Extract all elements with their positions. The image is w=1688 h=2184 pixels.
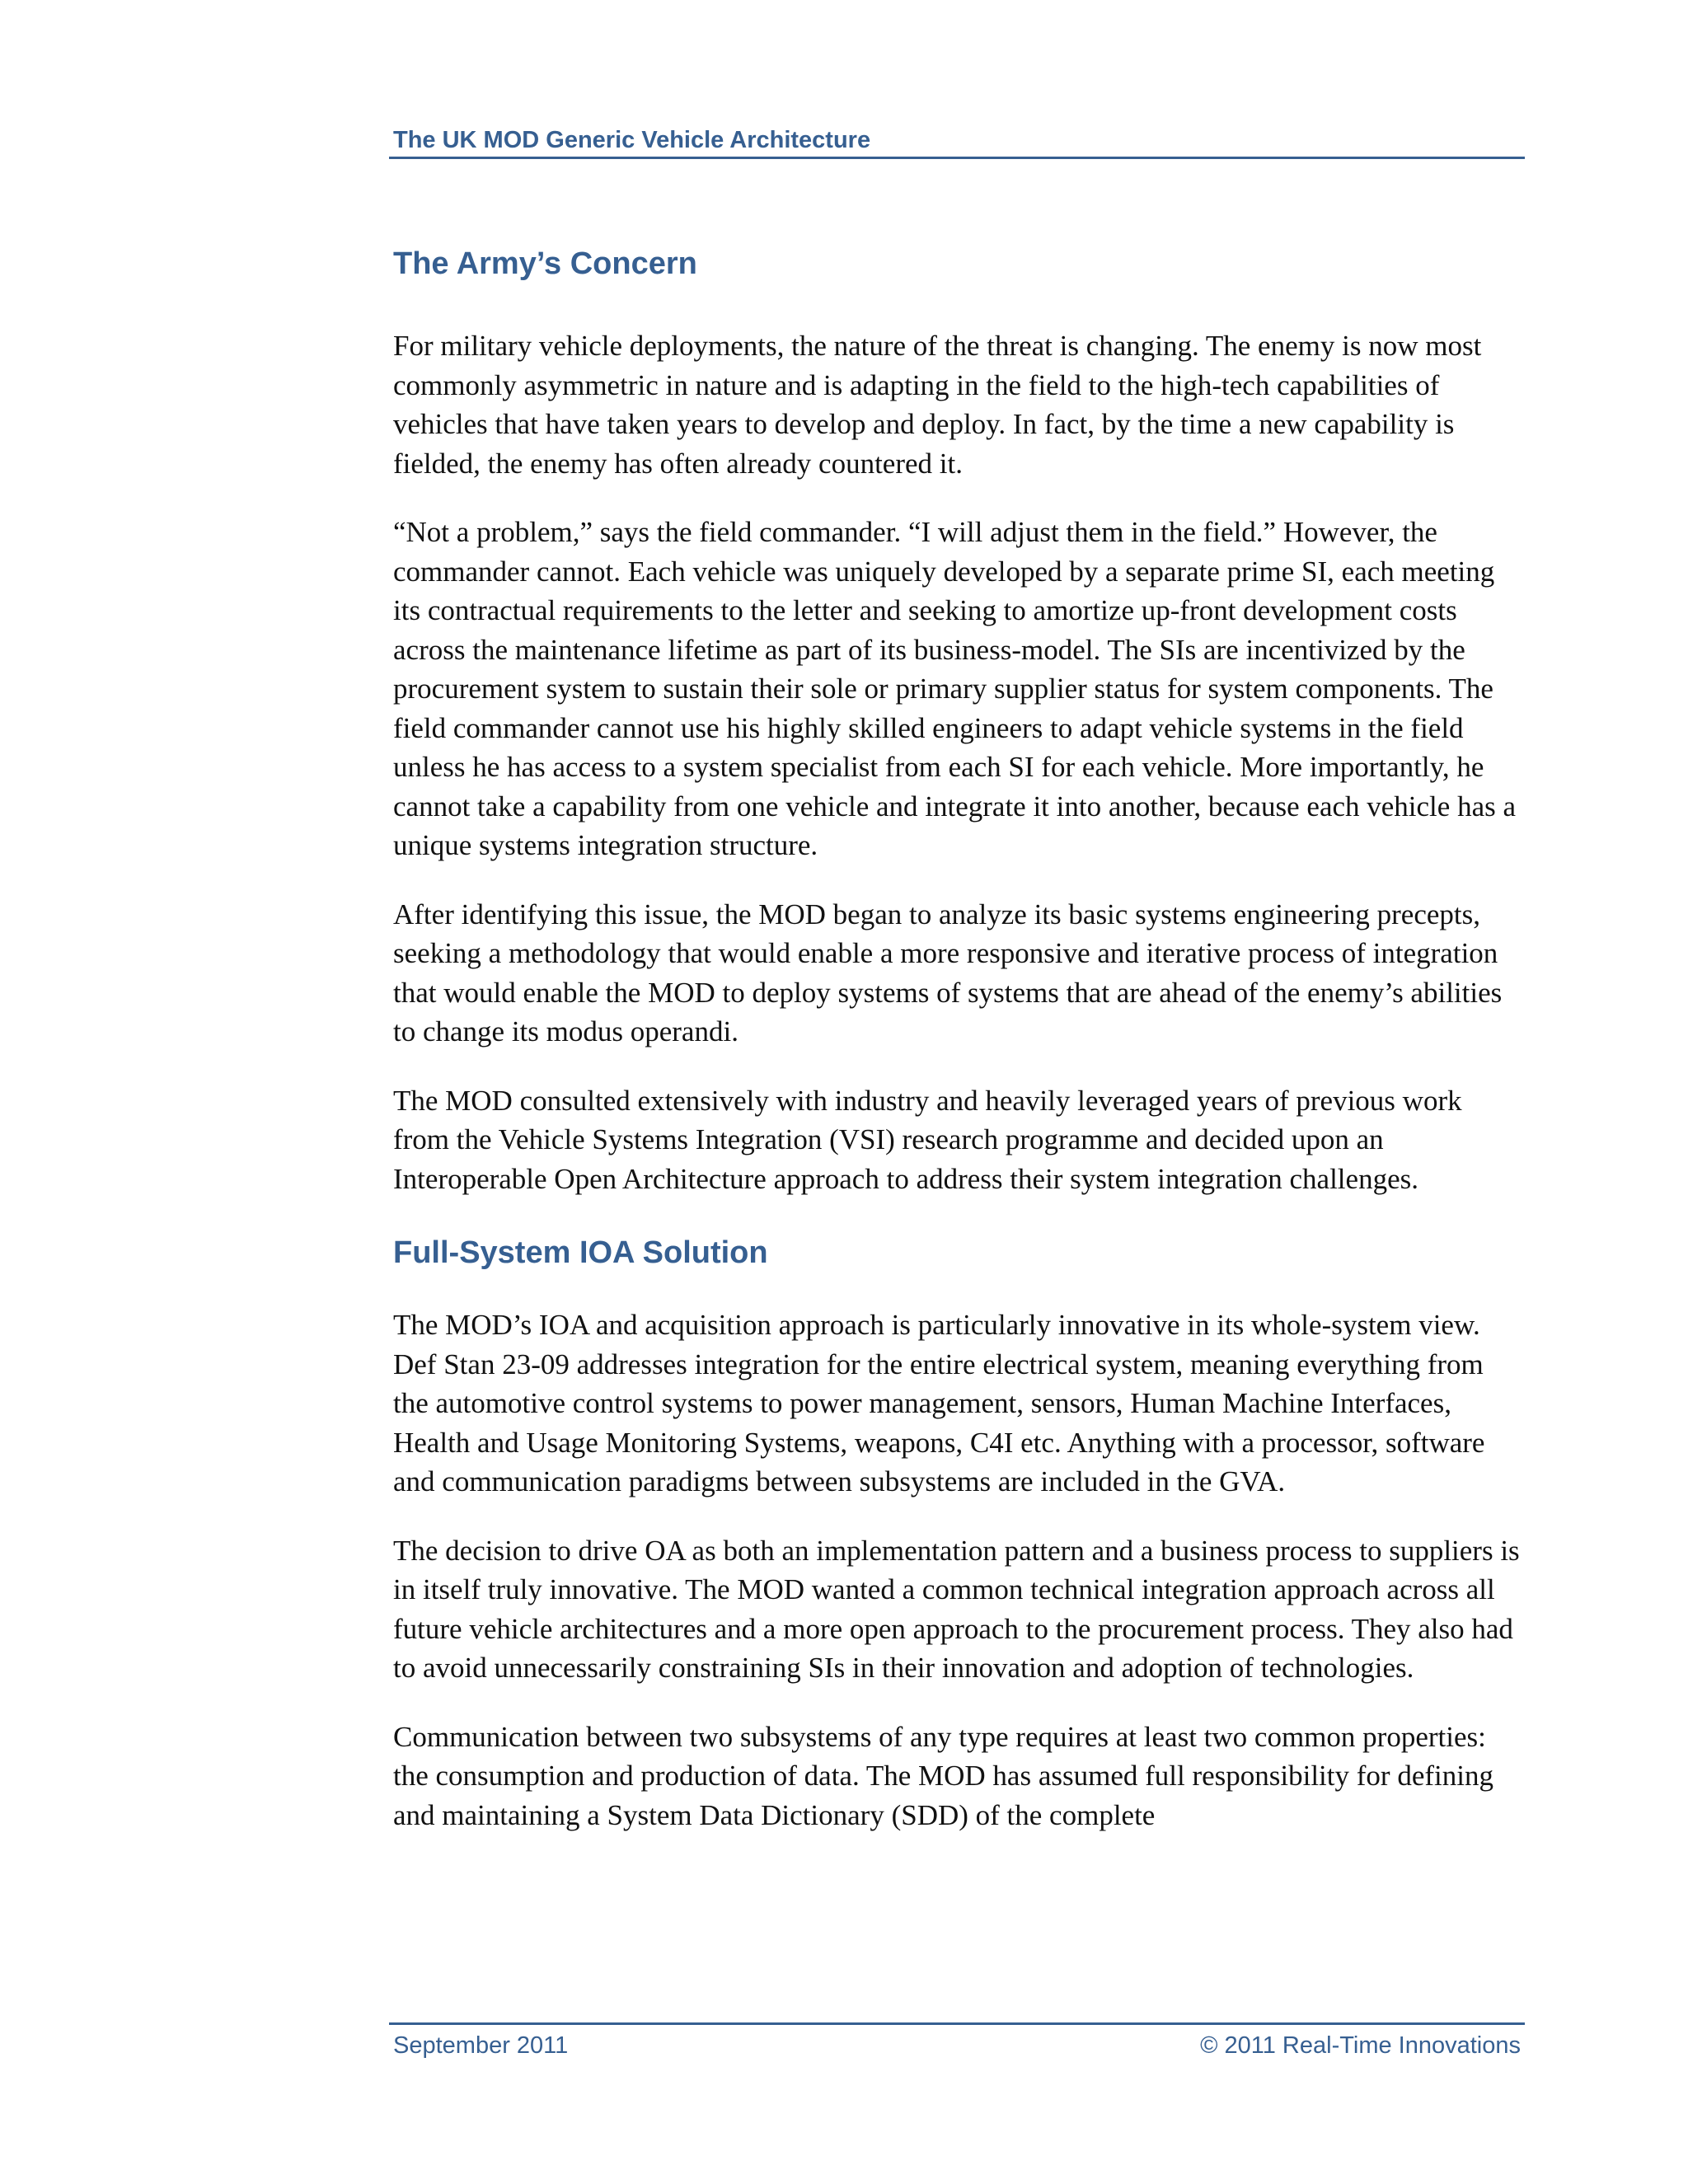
- paragraph: Communication between two subsystems of any type requires at least two common properties: the consumption and production of data. The MOD has assumed full responsibility for defining and maintaining a System Data Dictionary (SDD) of the complete: [393, 1720, 1493, 1831]
- section-heading-armys-concern: The Army’s Concern: [393, 246, 697, 281]
- page-content: [393, 241, 1524, 1835]
- footer-date: September 2011: [393, 2032, 569, 2059]
- running-header: The UK MOD Generic Vehicle Architecture: [393, 127, 871, 153]
- paragraph: For military vehicle deployments, the nature of the threat is changing. The enemy is now most commonly asymmetric in nature and is adapting in the field to the high-tech capabilities of vehicles that have taken years to develop and deploy. In fact, by the time a new capability is fielded, the enemy has often already countered it.: [393, 330, 1482, 480]
- paragraph: The MOD’s IOA and acquisition approach is particularly innovative in its whole-system view. Def Stan 23-09 addresses integration for the entire electrical system, meaning everything from the automotive control systems to power management, sensors, Human Machine Interfaces, Health and Usage Monitoring Systems, weapons, C4I etc. Anything with a processor, software and communication paradigms between subsystems are included in the GVA.: [393, 1309, 1485, 1497]
- section-heading-full-system-ioa: Full-System IOA Solution: [393, 1235, 768, 1270]
- paragraph: After identifying this issue, the MOD began to analyze its basic systems engineering precepts, seeking a methodology that would enable a more responsive and iterative process of integration that would enable the MOD to deploy systems of systems that are ahead of the enemy’s abilities to change its modus operandi.: [393, 898, 1503, 1047]
- paragraph: The decision to drive OA as both an implementation pattern and a business process to suppliers is in itself truly innovative. The MOD wanted a common technical integration approach across all future vehicle architectures and a more open approach to the procurement process. They also had to avoid unnecessarily constraining SIs in their innovation and adoption of technologies.: [393, 1534, 1520, 1684]
- paragraph: The MOD consulted extensively with industry and heavily leveraged years of previous work from the Vehicle Systems Integration (VSI) research programme and decided upon an Interoperable Open Architecture approach to address their system integration challenges.: [393, 1084, 1462, 1195]
- header-rule: [389, 157, 1525, 159]
- paragraph: “Not a problem,” says the field commander. “I will adjust them in the field.” However, the commander cannot. Each vehicle was uniquely developed by a separate prime SI, each meeting its contractual requirements to the letter and seeking to amortize up-front development costs across the maintenance lifetime as part of its business-model. The SIs are incentivized by the procurement system to sustain their sole or primary supplier status for system components. The field commander cannot use his highly skilled engineers to adapt vehicle systems in the field unless he has access to a system specialist from each SI for each vehicle. More importantly, he cannot take a capability from one vehicle and integrate it into another, because each vehicle has a unique systems integration structure.: [393, 516, 1517, 861]
- footer-copyright: © 2011 Real-Time Innovations: [1200, 2032, 1521, 2059]
- footer-rule: [389, 2022, 1525, 2025]
